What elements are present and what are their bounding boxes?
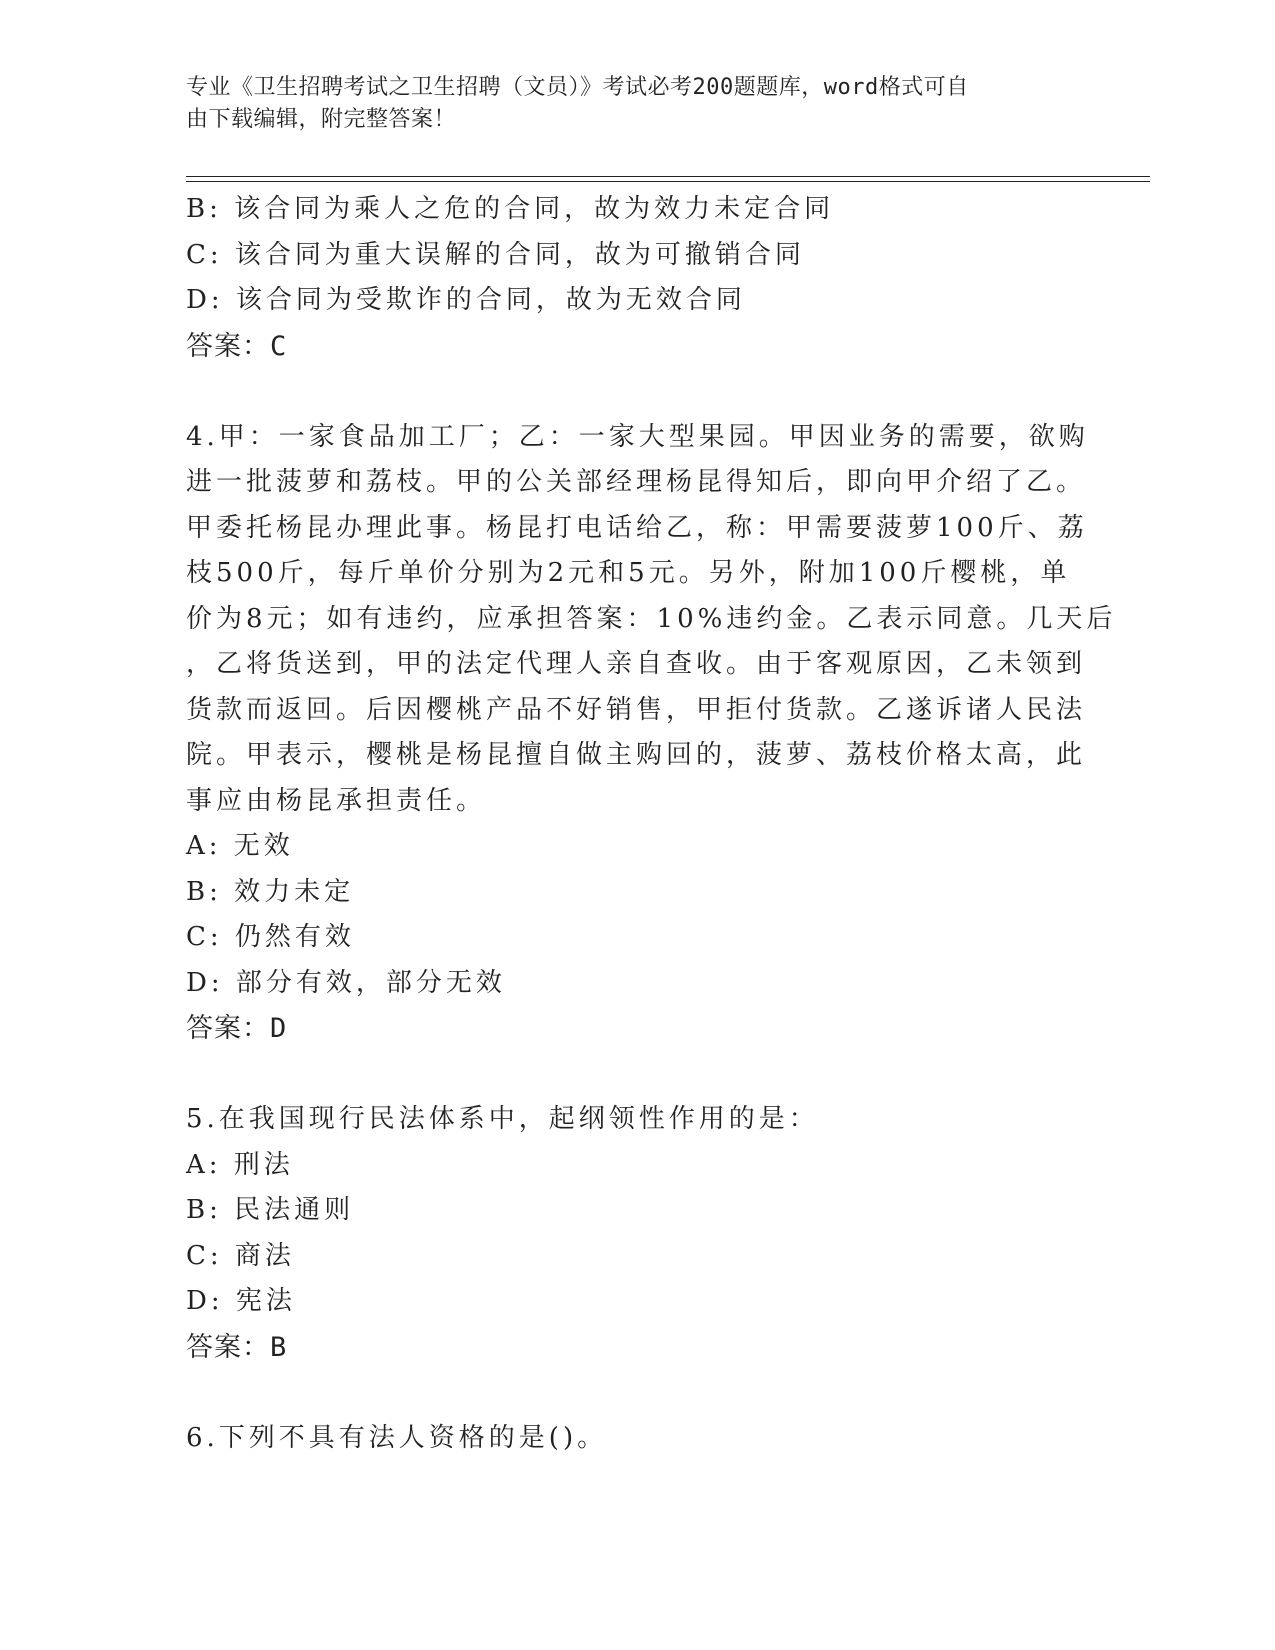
q4-answer: 答案：D [186,1013,288,1044]
q4-question-text [186,415,1117,825]
question-6 [186,1416,1066,1462]
q5-question-text: 5.在我国现行民法体系中，起纲领性作用的是： [186,1104,819,1134]
document-header [186,72,1066,136]
q4-text-line: 院。甲表示，樱桃是杨昆擅自做主购回的，菠萝、荔枝价格太高，此 [186,740,1087,770]
q4-option-d: D: 部分有效，部分无效 [186,967,506,998]
q4-option-a: A: 无效 [186,831,294,861]
q3-option-b: B: 该合同为乘人之危的合同，故为效力未定合同 [186,194,835,224]
q5-option-a: A: 刑法 [186,1149,294,1180]
q3-answer: 答案：C [186,330,288,362]
q5-option-d: D: 宪法 [186,1286,296,1316]
q4-text-line: ，乙将货送到，甲的法定代理人亲自查收。由于客观原因，乙未领到 [186,649,1087,679]
header-line-2: 由下载编辑，附完整答案！ [186,107,457,132]
header-divider-bottom [186,181,1150,182]
q4-option-b: B: 效力未定 [186,876,355,907]
q4-text-line: 4.甲：一家食品加工厂；乙：一家大型果园。甲因业务的需要，欲购 [186,421,1089,452]
q4-text-line: 甲委托杨昆办理此事。杨昆打电话给乙，称：甲需要菠萝100斤、荔 [186,512,1088,543]
question-3-tail [186,187,1066,369]
q4-text-line: 货款而返回。后因樱桃产品不好销售，甲拒付货款。乙遂诉诸人民法 [186,694,1087,725]
spacer [186,1370,1066,1416]
q5-answer: 答案：B [186,1331,288,1363]
q5-option-b: B: 民法通则 [186,1195,355,1225]
q4-text-line: 事应由杨昆承担责任。 [186,785,487,816]
q4-text-line: 枝500斤，每斤单价分别为2元和5元。另外，附加100斤樱桃，单 [186,558,1071,588]
q5-option-c: C: 商法 [186,1240,295,1271]
q3-option-c: C: 该合同为重大误解的合同，故为可撤销合同 [186,239,805,270]
spacer [186,369,1066,415]
q4-option-c: C: 仍然有效 [186,922,355,952]
q6-question-text: 6.下列不具有法人资格的是()。 [186,1422,608,1453]
document-body [186,187,1117,1461]
spacer [186,1052,1066,1098]
header-line-1: 专业《卫生招聘考试之卫生招聘（文员）》考试必考200题题库，word格式可自 [186,75,969,100]
q3-option-d: D: 该合同为受欺诈的合同，故为无效合同 [186,285,746,315]
question-4 [186,415,1117,1052]
question-5 [186,1097,1066,1370]
header-divider-top [186,176,1150,177]
q4-text-line: 进一批菠萝和荔枝。甲的公关部经理杨昆得知后，即向甲介绍了乙。 [186,467,1087,497]
q4-text-line: 价为8元；如有违约，应承担答案：10%违约金。乙表示同意。几天后 [186,603,1117,634]
